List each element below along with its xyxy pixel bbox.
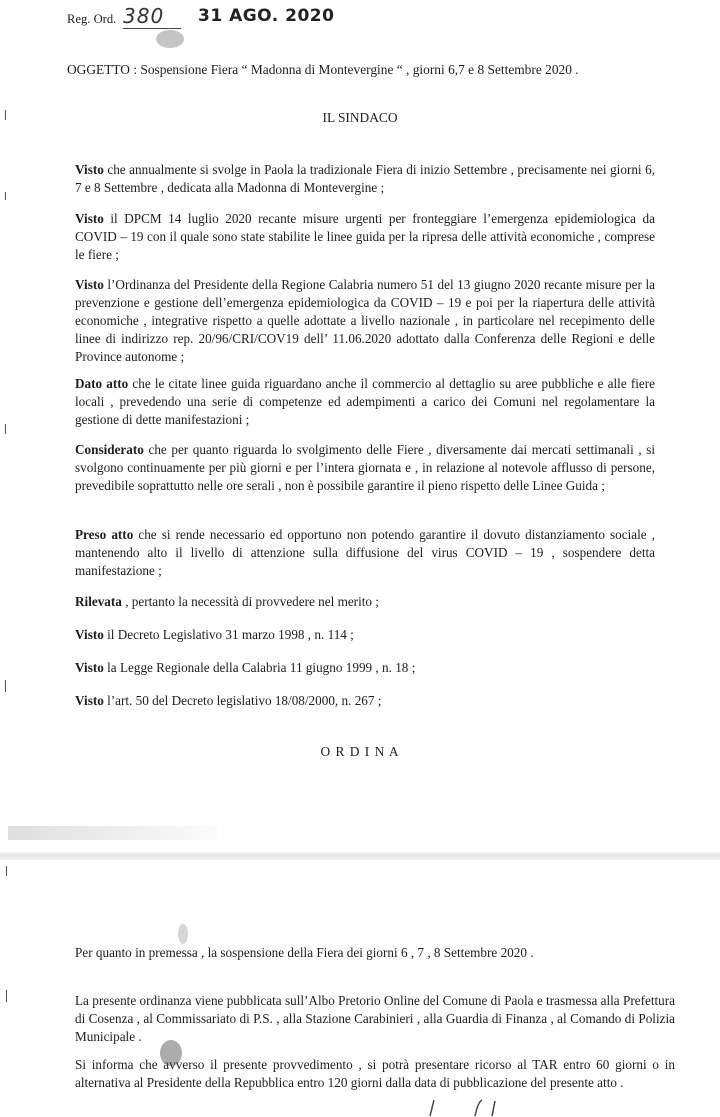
- page2-premessa: Per quanto in premessa , la sospensione della Fiera dei giorni 6 , 7 , 8 Settembre 2020 .: [75, 945, 534, 960]
- scan-streak: [8, 826, 218, 840]
- signature-mark: [420, 1096, 530, 1117]
- document-title: IL SINDACO: [322, 110, 398, 125]
- paragraph-visto-1: [75, 161, 655, 197]
- paragraph-lead: Visto: [75, 211, 104, 226]
- paragraph-text: l’art. 50 del Decreto legislativo 18/08/2000, n. 267 ;: [103, 693, 382, 708]
- paragraph-text: che annualmente si svolge in Paola la tradizionale Fiera di inizio Settembre , precisamente nei giorni 6, 7 e 8 Settembre , dedicata alla Madonna di Montevergine ;: [75, 162, 655, 195]
- paragraph-visto-lr-18: [75, 659, 655, 677]
- paragraph-text: che per quanto riguarda lo svolgimento delle Fiere , diversamente dai mercati settimanali , si svolgono continuamente per più giorni e per l’intera giornata e , in relazione al notevole afflusso di persone, prevedibile soprattutto nelle ore serali , non è possibile garantire il pieno rispetto delle Linee Guida ;: [75, 442, 655, 493]
- paragraph-visto-2: [75, 210, 655, 264]
- page2-pubblicazione: La presente ordinanza viene pubblicata sull’Albo Pretorio Online del Comune di Paola e trasmessa alla Prefettura di Cosenza , al Commissariato di P.S. , alla Stazione Carabinieri , alla Guardia di Finanza , al Comando di Polizia Municipale .: [75, 993, 675, 1044]
- margin-mark: [6, 866, 7, 876]
- paragraph-lead: Dato atto: [75, 376, 129, 391]
- paragraph-lead: Visto: [75, 660, 104, 675]
- paragraph-lead: Visto: [75, 627, 104, 642]
- reg-ord-label: Reg. Ord.: [67, 12, 117, 26]
- paragraph-text: , pertanto la necessità di provvedere nel merito ;: [121, 594, 379, 609]
- ordina-heading: O R D I N A: [320, 744, 400, 759]
- ink-smudge: [178, 924, 188, 944]
- paragraph-lead: Rilevata: [75, 594, 122, 609]
- paragraph-dato-atto: [75, 375, 655, 429]
- paragraph-preso-atto: [75, 526, 655, 580]
- paragraph-rilevata: [75, 593, 655, 611]
- paragraph-text: l’Ordinanza del Presidente della Regione Calabria numero 51 del 13 giugno 2020 recante misure per la prevenzione e gestione dell’emergenza epidemiologica da COVID – 19 e poi per la riapertura delle attività economiche , integrative rispetto a quelle adottate a livello nazionale , in particolare nel recepimento delle linee di indirizzo rep. 20/96/CRI/COV19 dell’ 11.06.2020 adottato dalla Conferenza delle Regioni e delle Province autonome ;: [75, 277, 655, 364]
- paragraph-text: la Legge Regionale della Calabria 11 giugno 1999 , n. 18 ;: [103, 660, 416, 675]
- paragraph-text: che le citate linee guida riguardano anche il commercio al dettaglio su aree pubbliche e alle fiere locali , prevedendo una serie di competenze ed adempimenti a carico dei Comuni nel regolamentare la gestione di dette manifestazioni ;: [75, 376, 655, 427]
- paragraph-lead: Preso atto: [75, 527, 134, 542]
- reg-ord-number: 380: [123, 4, 181, 29]
- margin-mark: [5, 680, 6, 692]
- stamp-smudge: [156, 30, 184, 48]
- page2-ricorso: Si informa che avverso il presente provvedimento , si potrà presentare ricorso al TAR entro 60 giorni o in alternativa al Presidente della Repubblica entro 120 giorni dalla data di pubblicazione del presente atto .: [75, 1057, 675, 1090]
- margin-mark: [5, 110, 6, 120]
- paragraph-text: che si rende necessario ed opportuno non potendo garantire il dovuto distanziamento sociale , mantenendo alto il livello di attenzione sulla diffusione del virus COVID – 19 , sospendere detta manifestazione ;: [75, 527, 655, 578]
- paragraph-lead: Visto: [75, 277, 104, 292]
- paragraph-text: il Decreto Legislativo 31 marzo 1998 , n. 114 ;: [103, 627, 354, 642]
- margin-mark: [5, 424, 6, 434]
- paragraph-lead: Considerato: [75, 442, 144, 457]
- paragraph-lead: Visto: [75, 162, 104, 177]
- oggetto-line: OGGETTO : Sospensione Fiera “ Madonna di Montevergine “ , giorni 6,7 e 8 Settembre 2020 .: [67, 62, 579, 77]
- paragraph-visto-dlgs-114: [75, 626, 655, 644]
- margin-mark: [5, 192, 6, 200]
- date-stamp: 31 AGO. 2020: [198, 6, 335, 26]
- page-break: [0, 852, 720, 860]
- ink-smudge: [160, 1040, 182, 1066]
- paragraph-lead: Visto: [75, 693, 104, 708]
- paragraph-visto-art-50: [75, 692, 655, 710]
- paragraph-considerato: [75, 441, 655, 495]
- margin-mark: [6, 990, 7, 1002]
- paragraph-text: il DPCM 14 luglio 2020 recante misure urgenti per fronteggiare l’emergenza epidemiologica da COVID – 19 con il quale sono state stabilite le linee guida per la ripresa delle attività economiche , comprese le fiere ;: [75, 211, 655, 262]
- paragraph-visto-3: [75, 276, 655, 366]
